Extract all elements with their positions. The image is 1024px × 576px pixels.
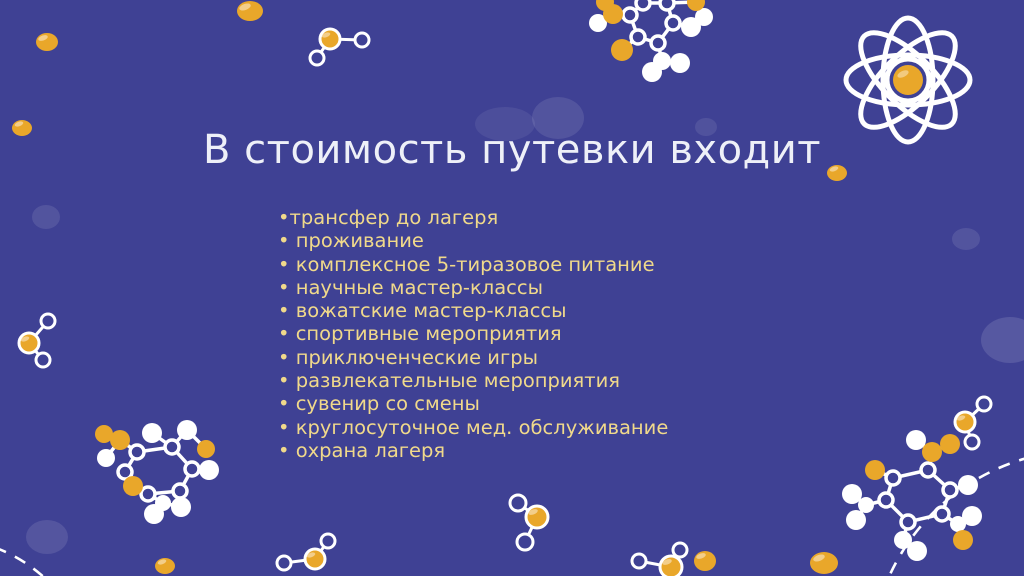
list-item: • спортивные мероприятия (278, 322, 562, 346)
small-molecule-icon (632, 543, 687, 576)
hex-molecule-icon (589, 0, 713, 82)
list-item: • вожатские мастер-классы (278, 299, 567, 323)
hex-molecule-icon (95, 420, 219, 524)
small-molecule-icon (19, 314, 55, 367)
gold-dot (694, 551, 716, 571)
list-item: • охрана лагеря (278, 438, 446, 462)
list-item: • круглосуточное мед. обслуживание (278, 415, 669, 439)
small-molecule-icon (277, 534, 335, 570)
atom-icon (846, 18, 970, 142)
list-item: • сувенир со смены (278, 392, 480, 416)
bokeh-circle (981, 317, 1024, 363)
gold-dot (237, 1, 263, 21)
list-item: • проживание (278, 229, 424, 253)
bokeh-circle (26, 520, 68, 554)
slide-title: В стоимость путевки входит (203, 127, 821, 173)
small-molecule-icon (510, 495, 548, 550)
bokeh-circle (952, 228, 980, 250)
list-item: • научные мастер-классы (278, 275, 543, 299)
included-items-list (278, 206, 668, 462)
bokeh-circle (32, 205, 60, 229)
list-item: • развлекательные мероприятия (278, 369, 621, 393)
gold-dot (36, 33, 58, 51)
small-molecule-icon (310, 29, 369, 65)
list-item: • приключенческие игры (278, 345, 539, 369)
gold-dot (155, 558, 175, 574)
small-molecule-icon (955, 397, 991, 449)
hex-molecule-icon (842, 430, 982, 561)
gold-dot (810, 552, 838, 574)
list-item: •трансфер до лагеря (278, 206, 499, 229)
list-item: • комплексное 5-тиразовое питание (278, 252, 655, 276)
